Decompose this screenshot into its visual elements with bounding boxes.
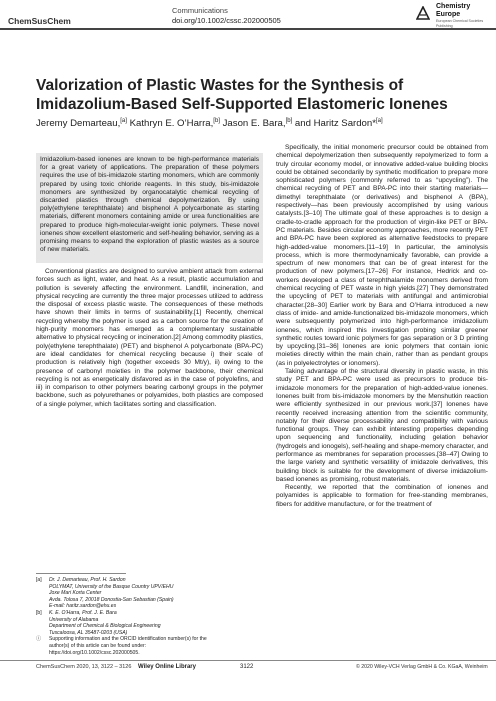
footer-copyright: © 2020 Wiley-VCH Verlag GmbH & Co. KGaA, Weinheim xyxy=(356,664,488,670)
logo-subtitle: European Chemical Societies Publishing xyxy=(436,19,484,28)
abstract-box: Imidazolium-based ionenes are known to be high-performance materials for a great variety of applications. The preparation of these polymers requires the use of bis-imidazole starting monomers, which are commonly prepared by using toxic chloride reagents. In this study, bis-imidazole monomers are synthesized by organocatalytic chemical recycling of discarded plastics through chemical depolymerization. By using poly(ethylene terephthalate) and bisphenol A polycarbonate as starting materials, different monomers containing amide or urea functionalities are prepared to produce high-molecular-weight ionic polymers. These novel ionenes show excellent elastomeric and self-healing behavior, serving as a promising means to expand the exploration of plastic wastes as a source of new materials. xyxy=(36,153,263,263)
affiliation-footnotes xyxy=(36,577,263,656)
publisher-logo xyxy=(436,3,494,28)
journal-name: ChemSusChem xyxy=(8,16,71,26)
author-affiliation-mark: [a] xyxy=(120,118,127,124)
section-label: Communications xyxy=(172,6,228,15)
author-affiliation-mark: [a] xyxy=(375,118,383,124)
footnote-text xyxy=(49,577,174,610)
footnote-line: author(s) of this article can be found under: xyxy=(49,642,147,649)
page-number: 3122 xyxy=(240,664,254,670)
body-paragraph: Recently, we reported that the combination of ionenes and polyamides is applicable to formation for free-standing membranes, fibers for additive manufacture, or for the treatment of xyxy=(276,484,488,508)
footnote-entry xyxy=(36,610,263,636)
footnote-key: [b] xyxy=(36,609,42,616)
footnote-line: E-mail: haritz.sardon@ehu.es xyxy=(49,603,117,610)
footer-publisher[interactable]: Wiley Online Library xyxy=(138,664,196,670)
author-name: Jeremy Demarteau, xyxy=(36,118,121,130)
footnote-line: Avda. Tolosa 7, 20018 Donostia-San Sebastian (Spain) xyxy=(49,596,174,603)
author-name: Kathryn E. O’Harra, xyxy=(126,118,214,130)
footnote-line: Joxe Mari Korta Center xyxy=(49,590,102,597)
footnote-text xyxy=(49,636,207,656)
body-paragraph: Conventional plastics are designed to survive ambient attack from external forces such as light, water, and heat. As a result, plastic accumulation and pollution is severely affecting the environment. Landfill, incineration, and physical recycling are currently the three major processes utilized to address the disposal of excess plastic waste. The consequences of these methods have shown their limits in terms of sustainability.[1] Recently, chemical recycling whereby the polymer is used as a carbon source for the creation of high-purity monomers has emerged as a complementary sustainable alternative to physical recycling or incineration.[2] Among commodity plastics, poly(ethylene terephthalate) (PET) and bisphenol A polycarbonate (BPA-PC) are ideal candidates for chemical recycling because i) their scale of production is relatively high (together exceeds 30 Mt/y), ii) owing to the presence of carbonyl moieties in the polymer backbone, their chemical recycling is not as energetically disfavored as in the case of polyolefins, and iii) in comparison to other polymers bearing carbonyl groups in the polymer backbone, such as polyurethanes or polyamides, both plastics are composed of a single polymer, which facilitates sorting and classification. xyxy=(36,268,263,408)
doi-link[interactable]: doi.org/10.1002/cssc.202000505 xyxy=(172,16,281,25)
footnote-line: POLYMAT, University of the Basque Country UPV/EHU xyxy=(49,583,174,590)
footnote-line: https://doi.org/10.1002/cssc.202000505. xyxy=(49,649,140,656)
footnote-line: Tuscaloosa, AL 35487-0203 (USA) xyxy=(49,629,128,636)
chemistry-europe-logo-icon xyxy=(416,6,430,20)
body-right-column xyxy=(276,144,488,509)
footnote-entry xyxy=(36,577,263,610)
footer-rule xyxy=(0,660,496,661)
footnote-line: K. E. O’Harra, Prof. J. E. Bara xyxy=(49,609,117,616)
footnote-line: Department of Chemical & Biological Engineering xyxy=(49,623,161,630)
footnote-key: ⓘ xyxy=(36,636,42,643)
body-paragraph: Specifically, the initial monomeric precursor could be obtained from chemical depolymerization then subsequently repolymerized to form a truly circular economy model, or innovative added-value building blocks could be obtained secondarily by synthetic modification to prepare more sophisticated polymers (commonly referred to as “upcycling”). The chemical recycling of PET and BPA-PC into their starting materials—dimethyl terephthalate (or derivatives) and bisphenol A (BPA), respectively—has been previously accomplished by using various catalysts.[3–10] The ultimate goal of these approaches is to design a cradle-to-cradle approach for the production of virgin-like PET or BPA-PC materials. Besides circular economy approaches, more recently PET and BPA-PC have been explored as alternative feedstocks to prepare high-added-value monomers.[11–19] In particular, the aminolysis process, which is more thermodynamically favorable, can provide a spectrum of new monomers that can be of great interest for the production of new polymers.[17–26] For instance, Hedrick and co-workers developed a class of terephthalamide monomers derived from chemical recycling of PET waste in high yields.[27] They demonstrated the upcycling of PET to materials with antifungal and antimicrobial character.[28–30] Earlier work by Bara and O’Harra introduced a new class of imide- and amide-functionalized bis-imidazole monomers, which were subsequently polymerized into high-performance imidazolium ionenes, which inspired this investigation probing similar greener synthetic routes toward ionic polymers for gas separation or 3 D printing by upcycling.[31–36] Ionenes are ionic polymers that contain ionic moieties directly within the main chain, rather than as pendant groups (as in polyelectrolytes or ionomers). xyxy=(276,144,488,367)
author-name: and Haritz Sardon* xyxy=(292,118,376,130)
author-list xyxy=(36,118,383,129)
footnote-line: Dr. J. Demarteau, Prof. H. Sardon xyxy=(49,577,126,583)
footnote-text xyxy=(49,610,161,636)
body-left-column xyxy=(36,268,263,409)
author-name: Jason E. Bara, xyxy=(219,118,286,130)
footnote-key: [a] xyxy=(36,577,42,583)
author-affiliation-mark: [b] xyxy=(285,118,293,124)
logo-title: Chemistry Europe xyxy=(436,3,471,18)
footnote-line: University of Alabama xyxy=(49,616,99,623)
footnote-entry xyxy=(36,636,263,656)
author-affiliation-mark: [b] xyxy=(213,118,220,124)
footnote-rule xyxy=(36,573,126,574)
article-title: Valorization of Plastic Wastes for the Synthesis of Imidazolium-Based Self-Supported Elastomeric Ionenes xyxy=(36,77,448,113)
footer-citation: ChemSusChem 2020, 13, 3122 – 3126 xyxy=(36,664,132,670)
body-paragraph: Taking advantage of the structural diversity in plastic waste, in this study PET and BPA-PC were used as precursors to produce bis-imidazole monomers for the preparation of high-added-value ionenes. Ionenes built from bis-imidazole monomers by the Menshutkin reaction were efficiently synthesized in our previous work.[37] Ionenes have recently received increasing attention from the scientific community, notably for their diverse processability and compatibility with various functional groups. They can exhibit interesting properties depending upon sequencing and functionality, including gelation behavior (hydrogels and ionogels), self-healing and shape-memory character, and performance as membranes for separation processes.[38–47] Owing to the large variety and synthetic versatility of imidazole derivatives, this building block is suitable for the development of diverse imidazolium-based ionenes as promising, robust materials. xyxy=(276,368,488,483)
footnote-line: Supporting information and the ORCID identification number(s) for the xyxy=(49,636,207,643)
header-rule xyxy=(0,28,496,30)
